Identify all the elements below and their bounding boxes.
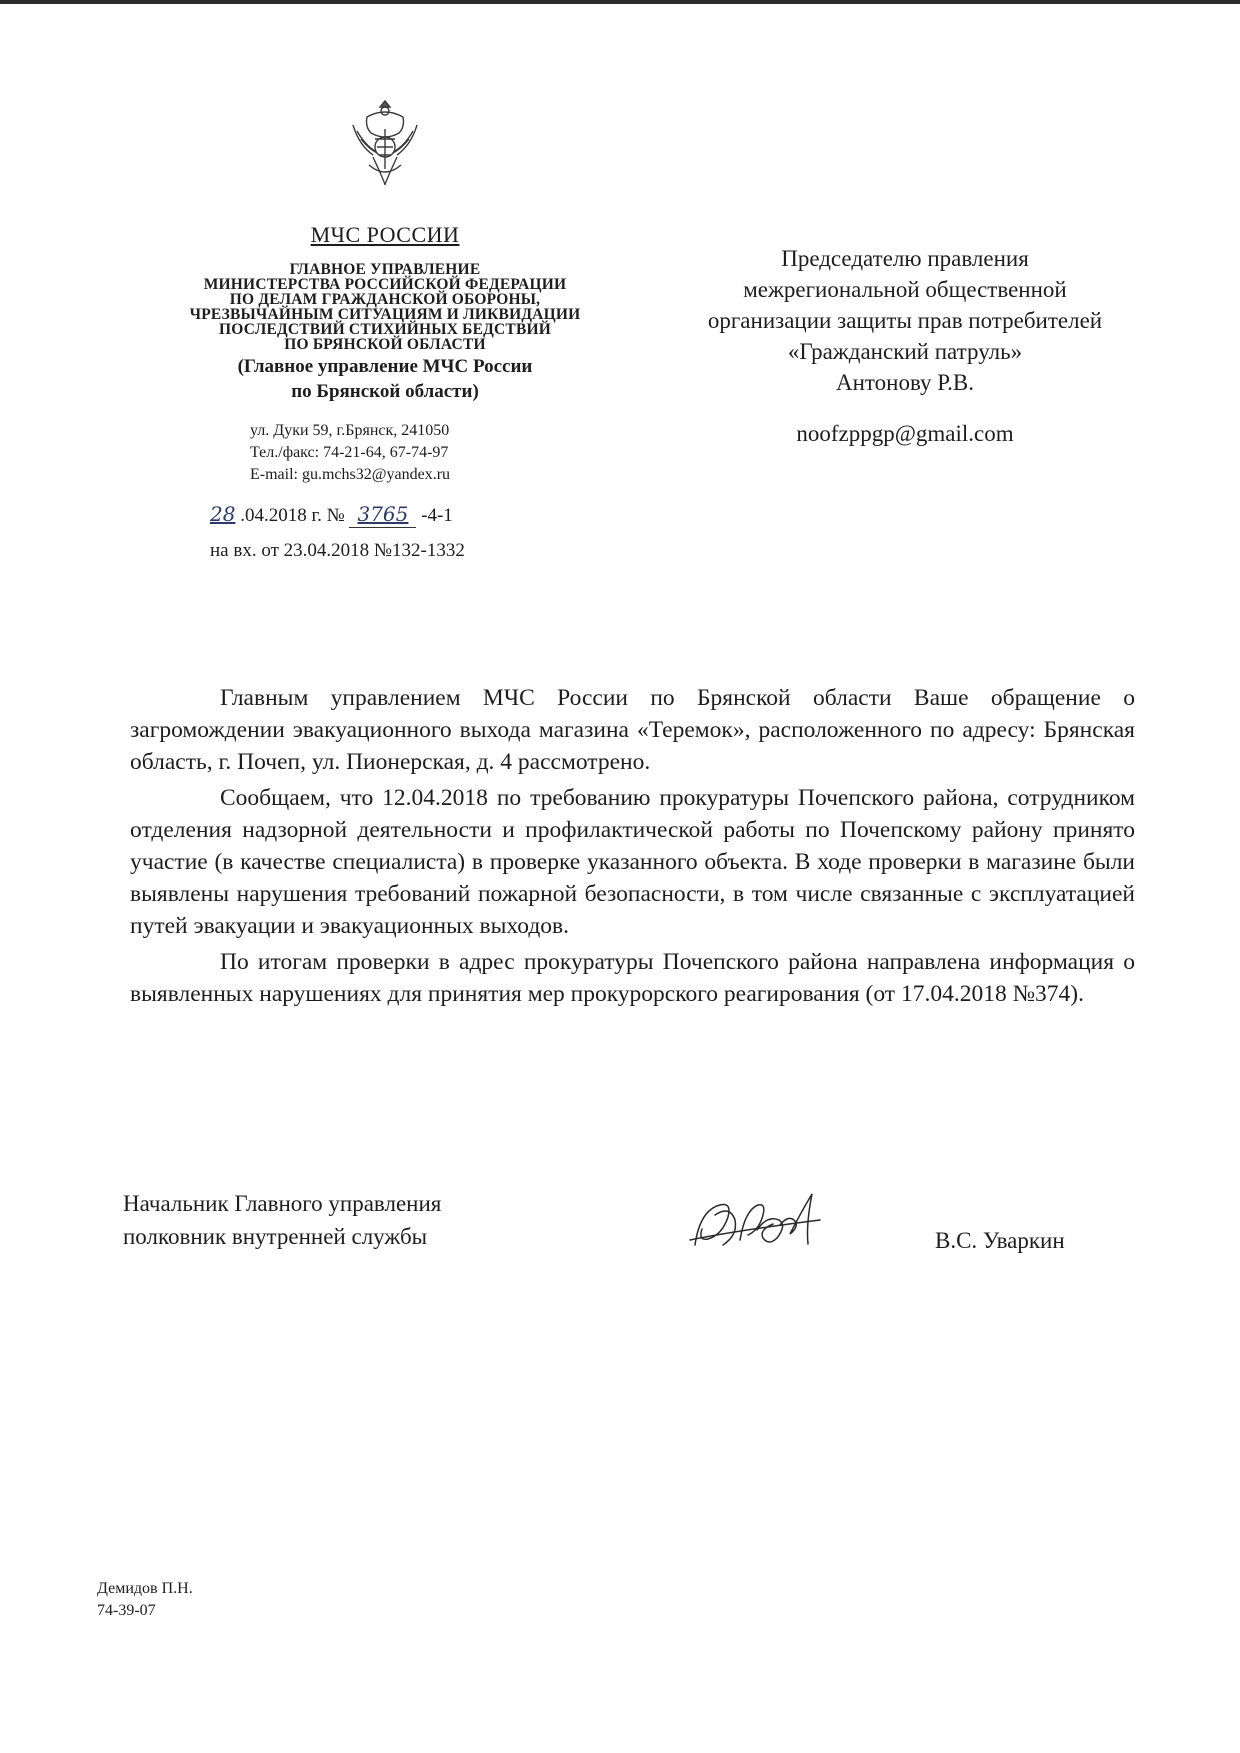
executor-info — [97, 1578, 193, 1622]
position-line: Начальник Главного управления — [123, 1191, 442, 1216]
executor-phone: 74-39-07 — [97, 1602, 156, 1619]
sender-contacts — [150, 420, 620, 486]
org-full-line: ПО ДЕЛАМ ГРАЖДАНСКОЙ ОБОРОНЫ, — [229, 291, 541, 308]
addressee-email: noofzppgp@gmail.com — [796, 421, 1014, 446]
position-line: полковник внутренней службы — [123, 1224, 428, 1249]
reg-day: 28 — [210, 502, 236, 526]
executor-name: Демидов П.Н. — [97, 1580, 193, 1597]
reg-number-field — [349, 502, 416, 528]
addressee-line: Председателю правления — [781, 246, 1029, 271]
signatory-position — [123, 1187, 441, 1253]
body-paragraph: Сообщаем, что 12.04.2018 по требованию прокуратуры Почепского района, сотрудником отделения надзорной деятельности и профилактической работы по Почепскому району принято участие (в качестве специалиста) в проверке указанного объекта. В ходе проверки в магазине были выявлены нарушения требований пожарной безопасности, в том числе связанные с эксплуатацией путей эвакуации и эвакуационных выходов. — [130, 785, 1135, 939]
body-paragraph: Главным управлением МЧС России по Брянской области Ваше обращение о загромождении эвакуационного выхода магазина «Теремок», расположенного по адресу: Брянская область, г. Почеп, ул. Пионерская, д. 4 рассмотрено. — [130, 685, 1135, 775]
reg-suffix: -4-1 — [421, 505, 453, 526]
org-full-line: ЧРЕЗВЫЧАЙНЫМ СИТУАЦИЯМ И ЛИКВИДАЦИИ — [189, 306, 581, 323]
handwritten-signature-icon — [685, 1185, 835, 1265]
reg-date: .04.2018 г. № — [240, 505, 345, 526]
org-full-line: ГЛАВНОЕ УПРАВЛЕНИЕ — [289, 261, 481, 278]
body-paragraph: По итогам проверки в адрес прокуратуры Почепского района направлена информация о выявленных нарушениях для принятия мер прокурорского реагирования (от 17.04.2018 №374). — [130, 949, 1135, 1007]
sender-email: E-mail: gu.mchs32@yandex.ru — [250, 466, 451, 483]
addressee-line: Антонову Р.В. — [835, 370, 975, 395]
signatory-name: В.С. Уваркин — [935, 1228, 1065, 1253]
letter-body — [130, 682, 1135, 1014]
sender-header — [150, 222, 620, 562]
org-short-line: по Брянской области) — [291, 381, 479, 402]
org-full-line: ПОСЛЕДСТВИЙ СТИХИЙНЫХ БЕДСТВИЙ — [219, 321, 551, 338]
org-full-line: МИНИСТЕРСТВА РОССИЙСКОЙ ФЕДЕРАЦИИ — [203, 276, 567, 293]
org-full-name — [150, 262, 620, 352]
org-short-line: (Главное управление МЧС России — [237, 356, 533, 377]
org-full-line: ПО БРЯНСКОЙ ОБЛАСТИ — [284, 336, 486, 353]
emchs-emblem-icon — [345, 95, 425, 190]
addressee-line: организации защиты прав потребителей — [707, 308, 1103, 333]
sender-phone: Тел./факс: 74-21-64, 67-74-97 — [250, 444, 449, 461]
sender-address: ул. Дуки 59, г.Брянск, 241050 — [250, 422, 450, 439]
addressee-block — [650, 243, 1160, 449]
registration-line — [150, 502, 620, 528]
reg-number: 3765 — [357, 502, 409, 526]
addressee-line: межрегиональной общественной — [743, 277, 1067, 302]
incoming-reference: на вх. от 23.04.2018 №132-1332 — [210, 540, 465, 561]
org-title: МЧС РОССИИ — [310, 222, 460, 247]
org-short-name — [150, 354, 620, 404]
scan-top-edge — [0, 0, 1240, 4]
addressee-line: «Гражданский патруль» — [787, 339, 1023, 364]
